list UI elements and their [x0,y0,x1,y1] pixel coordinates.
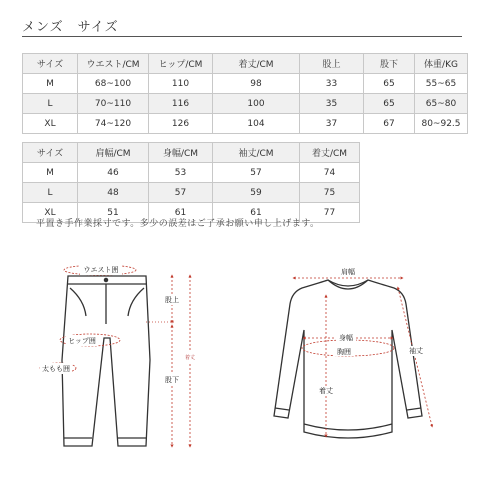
waist-label: ウエスト囲 [83,266,119,274]
header-cell: ウエスト/CM [78,54,149,74]
table-cell: 51 [78,203,149,223]
table-cell: 35 [300,94,364,114]
table-cell: 61 [149,203,213,223]
pocket-right [128,288,144,316]
table-cell: 74~120 [78,114,149,134]
header-cell: 身幅/CM [149,143,213,163]
header-cell: 袖丈/CM [213,143,300,163]
table-cell: 77 [300,203,360,223]
table-cell: 46 [78,163,149,183]
inseam-label: 股下 [165,376,179,384]
header-cell: 着丈/CM [213,54,300,74]
header-cell: 着丈/CM [300,143,360,163]
table-cell: 75 [300,183,360,203]
table-cell: 65~80 [415,94,468,114]
table-row [23,163,360,183]
table-cell: 57 [213,163,300,183]
table-cell: 55~65 [415,74,468,94]
pocket-left [70,288,86,316]
size-table-pants [22,53,468,134]
header-cell: ヒップ/CM [149,54,213,74]
header-cell: 股上 [300,54,364,74]
page-title: メンズ サイズ [22,20,119,35]
sleeve-label: 袖丈 [409,347,423,355]
table-cell: M [23,74,78,94]
table-cell: 110 [149,74,213,94]
header-cell: 肩幅/CM [78,143,149,163]
shirt-hem [304,424,392,430]
table-cell: 74 [300,163,360,183]
table-cell: M [23,163,78,183]
table-cell: 59 [213,183,300,203]
title-underline [22,36,462,37]
table-cell: 61 [213,203,300,223]
table-cell: 68~100 [78,74,149,94]
sleeve-line [398,288,432,426]
hip-label: ヒップ囲 [68,337,96,345]
measurement-note: 平置き手作業採寸です。多少の誤差はご了承お願い申し上げます。 [36,219,320,229]
table-header-row [23,54,468,74]
table-cell: 104 [213,114,300,134]
table-row [23,183,360,203]
header-cell: サイズ [23,54,78,74]
shoulder-label: 肩幅 [341,268,355,276]
header-cell: サイズ [23,143,78,163]
table-cell: 48 [78,183,149,203]
shirt-length-label: 着丈 [319,387,333,395]
shirt-measurements [294,278,432,436]
pants-illustration [62,276,150,446]
table-cell: XL [23,203,78,223]
cuff-right [407,408,421,410]
table-row [23,74,468,94]
table-cell: 80~92.5 [415,114,468,134]
size-table-tops [22,142,360,223]
table-cell: 33 [300,74,364,94]
table-cell: 57 [149,183,213,203]
table-cell: 116 [149,94,213,114]
table-cell: 65 [364,94,415,114]
button-icon [104,278,107,281]
table-row [23,94,468,114]
chest-label: 胸囲 [337,348,351,356]
table-cell: 100 [213,94,300,114]
garment-diagrams [0,240,480,480]
table-cell: 126 [149,114,213,134]
length-label: 着丈 [184,355,196,361]
header-cell: 股下 [364,54,415,74]
header-cell: 体重/KG [415,54,468,74]
table-cell: L [23,183,78,203]
shirt-illustration [274,280,422,438]
table-row [23,114,468,134]
table-cell: 65 [364,74,415,94]
table-cell: 98 [213,74,300,94]
table-cell: L [23,94,78,114]
table-cell: XL [23,114,78,134]
table-cell: 70~110 [78,94,149,114]
shirt-outline [274,280,422,438]
table-cell: 37 [300,114,364,134]
rise-label: 股上 [165,296,179,304]
table-header-row [23,143,360,163]
thigh-label: 太もも囲 [42,365,70,373]
table-cell: 53 [149,163,213,183]
table-cell: 67 [364,114,415,134]
cuff-left [275,408,289,410]
shirt-collar [328,280,368,289]
title-area [22,10,462,36]
body-width-label: 身幅 [339,334,353,342]
